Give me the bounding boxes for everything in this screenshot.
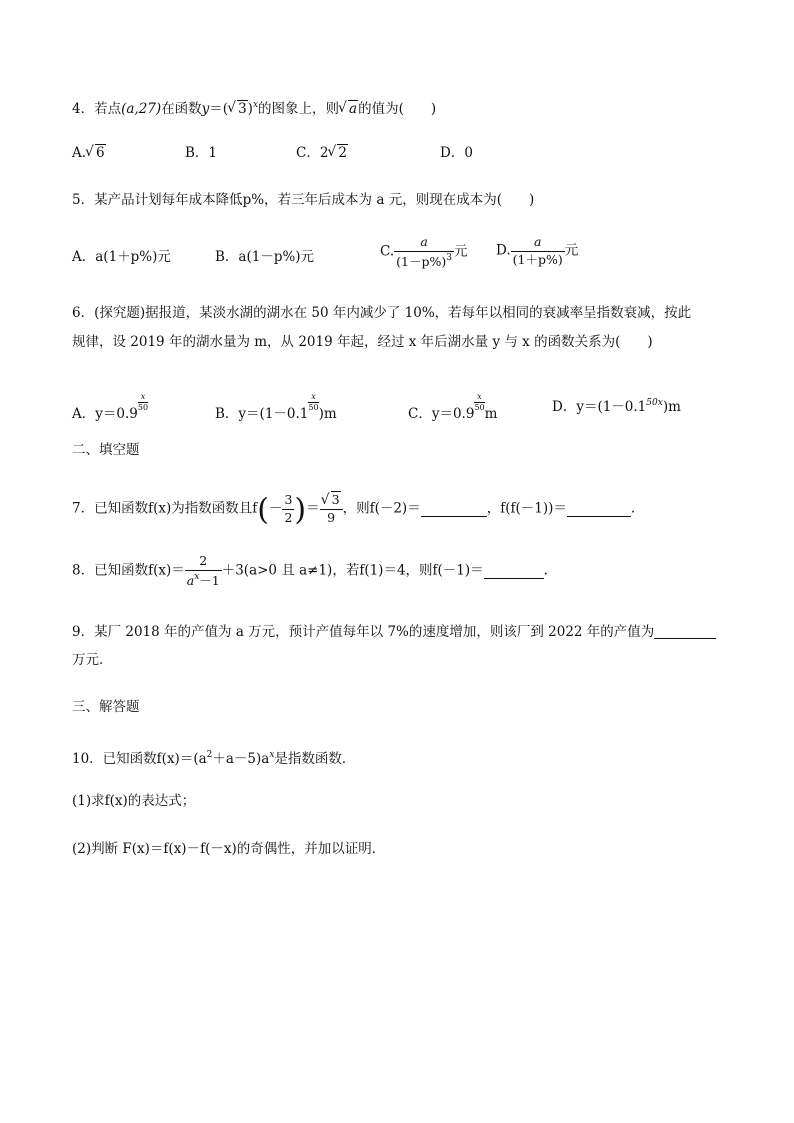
question-5-option-c: C. $\frac{a}{(1-p\%)^3}$ 元	[380, 234, 468, 269]
fraction: √ $\frac{3}{9}$	[320, 494, 343, 524]
question-4-option-a: A.√ 6	[72, 143, 106, 163]
sqrt-symbol: √ 3	[228, 99, 248, 119]
question-6-option-d: D．$y=(1-0.1^{50x})m$	[552, 398, 681, 415]
section-heading-fill-in: 二、填空题	[72, 442, 140, 458]
question-5-option-b: B．a(1－p%)元	[215, 249, 315, 265]
question-4-option-b: B．1	[185, 145, 218, 161]
question-10-stem: 10．已知函数$f(x)=(a^2+a-5)a^x$是指数函数．	[72, 750, 356, 767]
sqrt-symbol: √ 3	[322, 494, 341, 507]
question-5-stem: 5．某产品计划每年成本降低p%，若三年后成本为 a 元，则现在成本为( )	[72, 192, 535, 208]
answer-blank[interactable]	[484, 564, 544, 579]
exponent-fraction: $\frac{x}{50}$	[137, 392, 149, 412]
question-5-option-d: D. $\frac{a}{(1+p\%)}$ 元	[496, 234, 579, 267]
question-6-stem-line-1: 6．(探究题)据报道，某淡水湖的湖水在 50 年内减少了 10%，若每年以相同的衰减率呈指数衰减，按此	[72, 305, 692, 321]
sqrt-symbol: √ 2	[328, 143, 348, 163]
section-heading-solve: 三、解答题	[72, 699, 140, 715]
question-6-stem-line-2: 规律，设 2019 年的湖水量为 m，从 2019 年起，经过 x 年后湖水量 y 与 x 的函数关系为( )	[72, 334, 653, 350]
fraction: $\frac{a}{(1+p\%)}$	[512, 234, 563, 267]
question-6-option-c: C．y＝0.9 $\frac{x}{50}$ m	[408, 392, 498, 422]
sqrt-symbol: √ 6	[86, 143, 106, 163]
sqrt-symbol: √ a	[339, 99, 358, 119]
question-10-part-1: (1)求f(x)的表达式；	[72, 793, 196, 809]
question-4-option-c: C．2√ 2	[296, 143, 348, 163]
question-9-line-2: 万元．	[72, 652, 113, 668]
question-8: 8．已知函数f(x)＝ $\frac{2}{a^x-1}$ ＋3(a>0 且 a≠1)，若f(1)＝4，则f(－1)＝ .	[72, 553, 548, 588]
answer-blank-1[interactable]	[421, 502, 487, 517]
fraction: $\frac{a}{(1-p\%)^3}$	[396, 234, 452, 269]
answer-blank-2[interactable]	[567, 502, 631, 517]
fraction: $\frac{3}{2}$	[284, 492, 293, 525]
question-6-option-a: A．y＝0.9 $\frac{x}{50}$	[72, 392, 149, 422]
question-10-part-2: (2)判断 F(x)＝f(x)－f(－x)的奇偶性，并加以证明．	[72, 841, 386, 857]
question-4-option-d: D．0	[440, 145, 473, 161]
exponent-fraction: $\frac{x}{50}$	[308, 392, 319, 412]
answer-blank[interactable]	[654, 624, 716, 639]
question-7: 7．已知函数f(x)为指数函数且f(－ $\frac{3}{2}$ )＝ √ $\frac{3}{9}$ ，则f(－2)＝ ，f(f(－1))＝ .	[72, 494, 635, 526]
question-6-option-b: B．y＝(1－0.1 $\frac{x}{50}$ )m	[215, 392, 337, 422]
question-4-stem: 4．若点(a,27)在函数y＝(√ 3)$^x$的图象上，则√ a的值为( )	[72, 95, 436, 119]
exponent-fraction: $\frac{x}{50}$	[474, 392, 485, 412]
question-9-line-1: 9．某厂 2018 年的产值为 a 万元，预计产值每年以 7%的速度增加，则该厂到 2022 年的产值为	[72, 622, 716, 642]
fraction: $\frac{2}{a^x-1}$	[186, 553, 220, 588]
question-5-option-a: A．a(1＋p%)元	[72, 249, 171, 265]
